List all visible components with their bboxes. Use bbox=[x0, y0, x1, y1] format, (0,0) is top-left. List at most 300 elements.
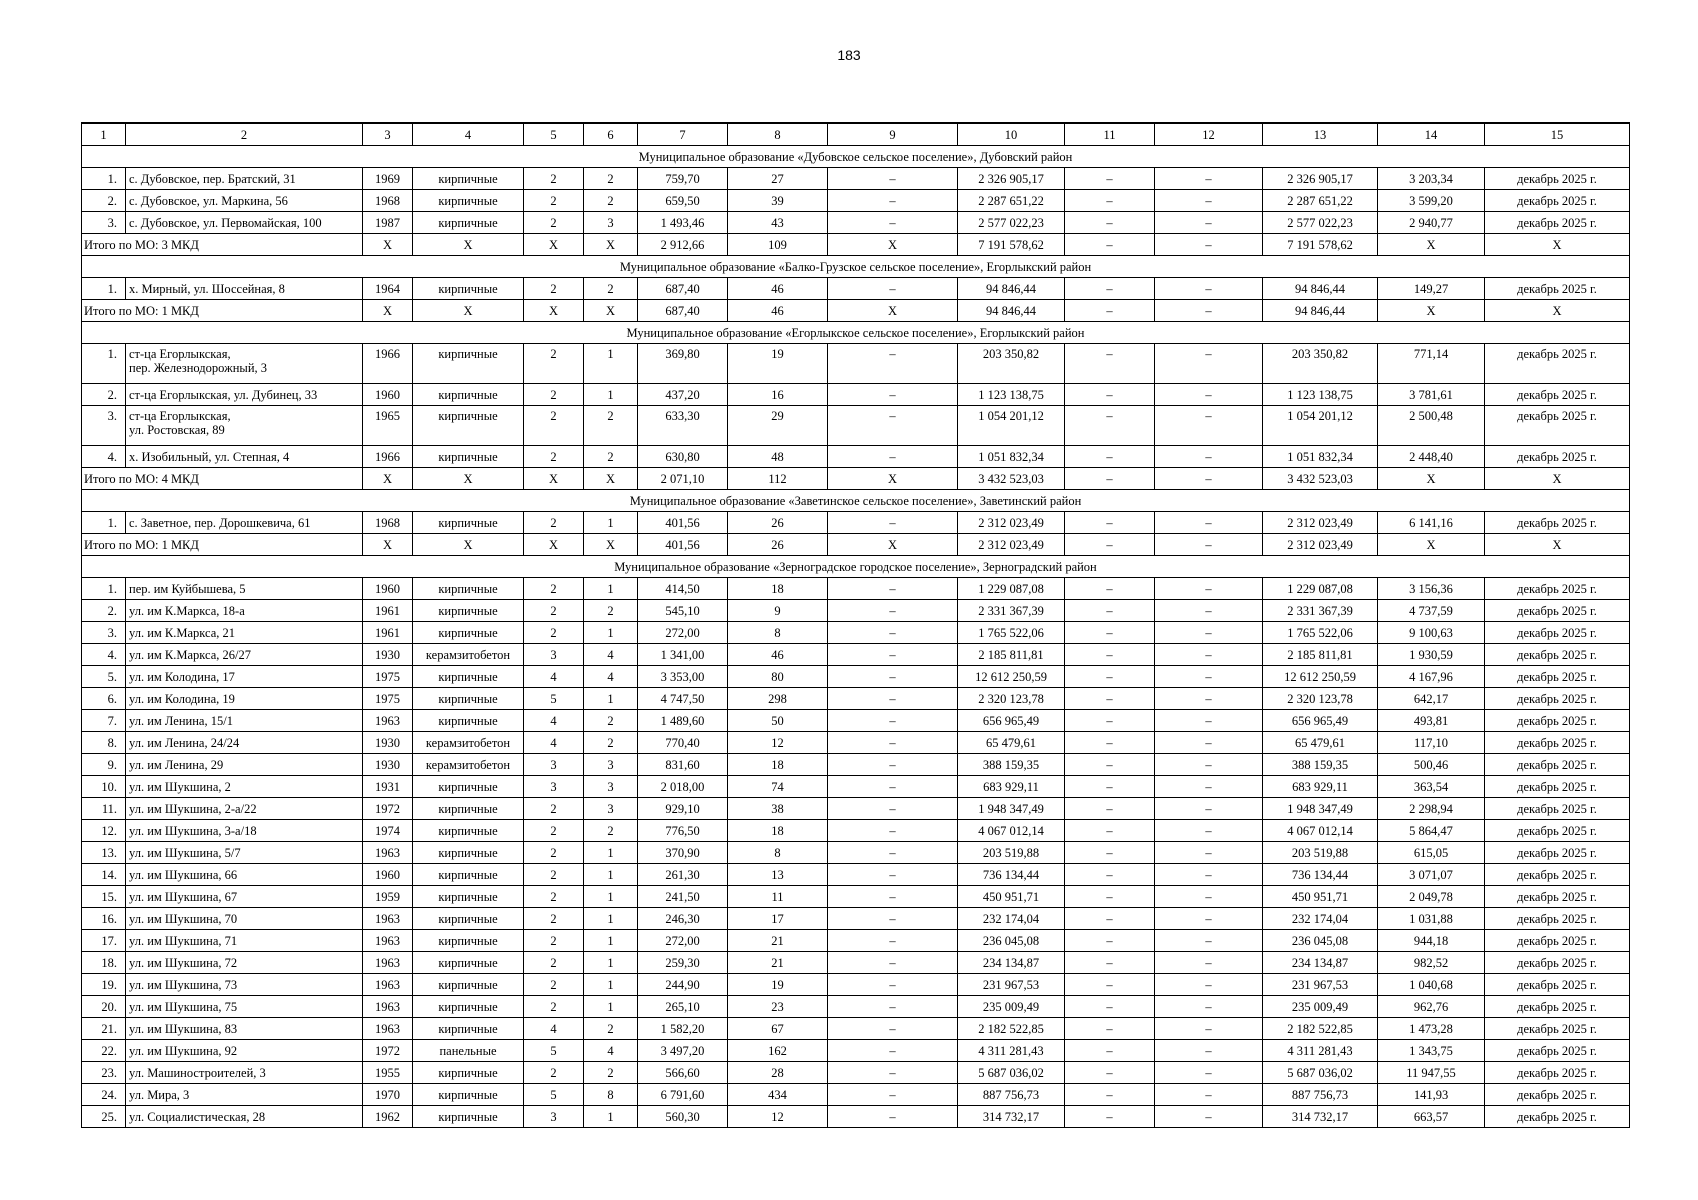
table-row bbox=[82, 710, 1630, 732]
table-cell: – bbox=[1065, 930, 1155, 952]
column-header: 11 bbox=[1065, 123, 1155, 146]
table-cell: – bbox=[1155, 666, 1263, 688]
table-cell: – bbox=[1155, 446, 1263, 468]
table-cell: 8. bbox=[82, 732, 126, 754]
table-cell: X bbox=[584, 534, 638, 556]
table-cell: 1 054 201,12 bbox=[1263, 406, 1378, 446]
table-cell: 7. bbox=[82, 710, 126, 732]
table-cell: 94 846,44 bbox=[958, 278, 1065, 300]
table-cell: 8 bbox=[728, 842, 828, 864]
table-cell: 4 bbox=[524, 732, 584, 754]
table-cell: 642,17 bbox=[1378, 688, 1485, 710]
address-cell: ул. им Ленина, 24/24 bbox=[126, 732, 363, 754]
table-cell: 3 781,61 bbox=[1378, 384, 1485, 406]
section-title: Муниципальное образование «Заветинское сельское поселение», Заветинский район bbox=[82, 490, 1630, 512]
table-cell: 1974 bbox=[363, 820, 413, 842]
table-cell: 23. bbox=[82, 1062, 126, 1084]
section-title: Муниципальное образование «Балко-Грузское сельское поселение», Егорлыкский район bbox=[82, 256, 1630, 278]
table-cell: 2 287 651,22 bbox=[1263, 190, 1378, 212]
address-cell: ул. им Шукшина, 72 bbox=[126, 952, 363, 974]
table-cell: 6 791,60 bbox=[638, 1084, 728, 1106]
table-cell: 1968 bbox=[363, 190, 413, 212]
table-cell: 1 bbox=[584, 930, 638, 952]
table-row bbox=[82, 666, 1630, 688]
table-cell: – bbox=[1155, 300, 1263, 322]
table-cell: – bbox=[1065, 344, 1155, 384]
table-cell: 2 326 905,17 bbox=[958, 168, 1065, 190]
table-cell: 687,40 bbox=[638, 278, 728, 300]
table-cell: 26 bbox=[728, 534, 828, 556]
table-cell: 112 bbox=[728, 468, 828, 490]
table-cell: 4 311 281,43 bbox=[1263, 1040, 1378, 1062]
address-cell: ул. им Шукшина, 2 bbox=[126, 776, 363, 798]
table-cell: 3. bbox=[82, 622, 126, 644]
table-cell: 4 bbox=[584, 1040, 638, 1062]
table-cell: 2 185 811,81 bbox=[958, 644, 1065, 666]
table-cell: 1960 bbox=[363, 578, 413, 600]
table-cell: 1 bbox=[584, 908, 638, 930]
table-cell: – bbox=[1065, 512, 1155, 534]
table-cell: 314 732,17 bbox=[1263, 1106, 1378, 1128]
address-cell: ул. им Колодина, 19 bbox=[126, 688, 363, 710]
table-cell: X bbox=[1485, 468, 1630, 490]
table-cell: 1975 bbox=[363, 666, 413, 688]
table-cell: 1931 bbox=[363, 776, 413, 798]
table-cell: – bbox=[1065, 996, 1155, 1018]
table-cell: 2 bbox=[584, 600, 638, 622]
address-cell: ул. им Шукшина, 73 bbox=[126, 974, 363, 996]
table-cell: 14. bbox=[82, 864, 126, 886]
table-cell: 314 732,17 bbox=[958, 1106, 1065, 1128]
table-row bbox=[82, 952, 1630, 974]
table-cell: 241,50 bbox=[638, 886, 728, 908]
table-row bbox=[82, 930, 1630, 952]
table-cell: – bbox=[828, 930, 958, 952]
column-header: 12 bbox=[1155, 123, 1263, 146]
table-cell: 369,80 bbox=[638, 344, 728, 384]
table-cell: 17 bbox=[728, 908, 828, 930]
table-cell: 2 940,77 bbox=[1378, 212, 1485, 234]
table-cell: 1 930,59 bbox=[1378, 644, 1485, 666]
table-cell: – bbox=[1155, 798, 1263, 820]
column-header: 5 bbox=[524, 123, 584, 146]
table-cell: 67 bbox=[728, 1018, 828, 1040]
table-cell: 3 599,20 bbox=[1378, 190, 1485, 212]
table-cell: – bbox=[828, 622, 958, 644]
table-row bbox=[82, 212, 1630, 234]
table-cell: 10. bbox=[82, 776, 126, 798]
table-cell: кирпичные bbox=[413, 1018, 524, 1040]
housing-register-table bbox=[81, 122, 1630, 1128]
table-cell: 3 bbox=[524, 776, 584, 798]
table-cell: – bbox=[1065, 1040, 1155, 1062]
address-cell: ул. Машиностроителей, 3 bbox=[126, 1062, 363, 1084]
table-cell: 65 479,61 bbox=[958, 732, 1065, 754]
table-cell: – bbox=[1065, 1018, 1155, 1040]
table-cell: 1 bbox=[584, 512, 638, 534]
table-cell: 500,46 bbox=[1378, 754, 1485, 776]
table-cell: – bbox=[1155, 820, 1263, 842]
table-cell: 5 687 036,02 bbox=[958, 1062, 1065, 1084]
table-cell: X bbox=[524, 468, 584, 490]
section-title-row bbox=[82, 322, 1630, 344]
table-cell: 1930 bbox=[363, 754, 413, 776]
table-cell: 203 350,82 bbox=[1263, 344, 1378, 384]
table-cell: – bbox=[828, 754, 958, 776]
table-cell: – bbox=[1155, 710, 1263, 732]
table-cell: 48 bbox=[728, 446, 828, 468]
table-cell: – bbox=[1065, 168, 1155, 190]
table-cell: декабрь 2025 г. bbox=[1485, 600, 1630, 622]
table-cell: 1 343,75 bbox=[1378, 1040, 1485, 1062]
table-cell: – bbox=[1065, 820, 1155, 842]
table-cell: 2 bbox=[524, 798, 584, 820]
table-cell: 4 067 012,14 bbox=[1263, 820, 1378, 842]
table-cell: 3 bbox=[524, 644, 584, 666]
table-cell: 2 bbox=[524, 190, 584, 212]
table-cell: 1955 bbox=[363, 1062, 413, 1084]
address-cell: ул. им Шукшина, 92 bbox=[126, 1040, 363, 1062]
table-cell: 962,76 bbox=[1378, 996, 1485, 1018]
table-cell: 2 312 023,49 bbox=[958, 512, 1065, 534]
table-cell: 5 864,47 bbox=[1378, 820, 1485, 842]
table-cell: 1930 bbox=[363, 732, 413, 754]
table-cell: 4 067 012,14 bbox=[958, 820, 1065, 842]
address-cell: ул. Мира, 3 bbox=[126, 1084, 363, 1106]
table-cell: декабрь 2025 г. bbox=[1485, 1018, 1630, 1040]
table-cell: декабрь 2025 г. bbox=[1485, 864, 1630, 886]
table-cell: декабрь 2025 г. bbox=[1485, 1040, 1630, 1062]
address-cell: ул. им Шукшина, 3-а/18 bbox=[126, 820, 363, 842]
table-row bbox=[82, 1062, 1630, 1084]
table-cell: – bbox=[828, 578, 958, 600]
table-cell: 3 071,07 bbox=[1378, 864, 1485, 886]
table-cell: 2 bbox=[584, 406, 638, 446]
table-cell: – bbox=[828, 666, 958, 688]
table-cell: 3 bbox=[584, 798, 638, 820]
table-cell: 929,10 bbox=[638, 798, 728, 820]
table-cell: 162 bbox=[728, 1040, 828, 1062]
table-cell: кирпичные bbox=[413, 384, 524, 406]
table-cell: X bbox=[584, 234, 638, 256]
table-cell: декабрь 2025 г. bbox=[1485, 278, 1630, 300]
table-row bbox=[82, 798, 1630, 820]
address-cell: ул. им Шукшина, 5/7 bbox=[126, 842, 363, 864]
table-cell: 141,93 bbox=[1378, 1084, 1485, 1106]
table-cell: 46 bbox=[728, 278, 828, 300]
table-cell: X bbox=[1378, 534, 1485, 556]
table-cell: 771,14 bbox=[1378, 344, 1485, 384]
table-cell: X bbox=[828, 300, 958, 322]
table-cell: – bbox=[1155, 996, 1263, 1018]
address-cell: пер. им Куйбышева, 5 bbox=[126, 578, 363, 600]
table-cell: 2 018,00 bbox=[638, 776, 728, 798]
table-cell: 25. bbox=[82, 1106, 126, 1128]
table-cell: 5. bbox=[82, 666, 126, 688]
table-cell: 1 582,20 bbox=[638, 1018, 728, 1040]
table-cell: – bbox=[1155, 234, 1263, 256]
table-cell: – bbox=[1155, 732, 1263, 754]
table-cell: 2 bbox=[524, 212, 584, 234]
table-cell: кирпичные bbox=[413, 578, 524, 600]
table-cell: – bbox=[1155, 842, 1263, 864]
table-cell: – bbox=[828, 732, 958, 754]
table-cell: 1 123 138,75 bbox=[1263, 384, 1378, 406]
table-cell: 1 229 087,08 bbox=[1263, 578, 1378, 600]
table-cell: 1 493,46 bbox=[638, 212, 728, 234]
table-cell: 4 311 281,43 bbox=[958, 1040, 1065, 1062]
table-cell: 234 134,87 bbox=[1263, 952, 1378, 974]
table-cell: декабрь 2025 г. bbox=[1485, 886, 1630, 908]
table-row bbox=[82, 776, 1630, 798]
table-cell: – bbox=[828, 644, 958, 666]
table-cell: 46 bbox=[728, 644, 828, 666]
table-row bbox=[82, 644, 1630, 666]
table-cell: декабрь 2025 г. bbox=[1485, 1106, 1630, 1128]
table-cell: 272,00 bbox=[638, 622, 728, 644]
table-cell: 2 bbox=[524, 512, 584, 534]
table-cell: 19. bbox=[82, 974, 126, 996]
section-title-row bbox=[82, 146, 1630, 168]
column-header: 13 bbox=[1263, 123, 1378, 146]
table-row bbox=[82, 1018, 1630, 1040]
table-cell: – bbox=[1155, 644, 1263, 666]
table-cell: декабрь 2025 г. bbox=[1485, 820, 1630, 842]
table-row bbox=[82, 622, 1630, 644]
table-cell: – bbox=[828, 776, 958, 798]
table-cell: 2 312 023,49 bbox=[1263, 534, 1378, 556]
table-cell: 12. bbox=[82, 820, 126, 842]
table-cell: X bbox=[363, 300, 413, 322]
table-cell: 3 432 523,03 bbox=[1263, 468, 1378, 490]
table-cell: декабрь 2025 г. bbox=[1485, 754, 1630, 776]
table-cell: декабрь 2025 г. bbox=[1485, 344, 1630, 384]
table-cell: 272,00 bbox=[638, 930, 728, 952]
table-cell: 74 bbox=[728, 776, 828, 798]
table-cell: – bbox=[1155, 406, 1263, 446]
table-cell: – bbox=[1155, 190, 1263, 212]
table-cell: – bbox=[1065, 534, 1155, 556]
table-cell: – bbox=[1065, 1084, 1155, 1106]
table-cell: 1 bbox=[584, 952, 638, 974]
table-cell: – bbox=[1155, 776, 1263, 798]
table-cell: X bbox=[1378, 300, 1485, 322]
table-cell: 2 912,66 bbox=[638, 234, 728, 256]
table-cell: 1 bbox=[584, 996, 638, 1018]
table-cell: 1972 bbox=[363, 1040, 413, 1062]
table-cell: 1930 bbox=[363, 644, 413, 666]
table-cell: – bbox=[828, 688, 958, 710]
table-cell: – bbox=[1065, 1062, 1155, 1084]
table-cell: – bbox=[1065, 446, 1155, 468]
column-number-row bbox=[82, 123, 1630, 146]
table-row bbox=[82, 996, 1630, 1018]
table-cell: – bbox=[828, 842, 958, 864]
table-cell: 109 bbox=[728, 234, 828, 256]
table-cell: декабрь 2025 г. bbox=[1485, 996, 1630, 1018]
table-cell: 4 bbox=[524, 666, 584, 688]
table-cell: – bbox=[828, 600, 958, 622]
table-cell: 414,50 bbox=[638, 578, 728, 600]
table-cell: декабрь 2025 г. bbox=[1485, 384, 1630, 406]
table-row bbox=[82, 278, 1630, 300]
table-cell: X bbox=[1378, 234, 1485, 256]
table-cell: декабрь 2025 г. bbox=[1485, 406, 1630, 446]
table-cell: керамзитобетон bbox=[413, 644, 524, 666]
table-cell: X bbox=[413, 468, 524, 490]
table-cell: 246,30 bbox=[638, 908, 728, 930]
table-cell: 2. bbox=[82, 600, 126, 622]
table-cell: 2 577 022,23 bbox=[1263, 212, 1378, 234]
total-row bbox=[82, 468, 1630, 490]
table-cell: 21 bbox=[728, 952, 828, 974]
table-cell: 38 bbox=[728, 798, 828, 820]
table-cell: 3. bbox=[82, 406, 126, 446]
table-row bbox=[82, 886, 1630, 908]
table-cell: – bbox=[1155, 1040, 1263, 1062]
table-cell: декабрь 2025 г. bbox=[1485, 666, 1630, 688]
table-cell: 2 500,48 bbox=[1378, 406, 1485, 446]
table-cell: 9 bbox=[728, 600, 828, 622]
table-cell: декабрь 2025 г. bbox=[1485, 776, 1630, 798]
table-cell: 1 bbox=[584, 384, 638, 406]
table-cell: 16. bbox=[82, 908, 126, 930]
table-cell: 1 948 347,49 bbox=[1263, 798, 1378, 820]
table-cell: 2 049,78 bbox=[1378, 886, 1485, 908]
table-cell: 437,20 bbox=[638, 384, 728, 406]
table-cell: – bbox=[1065, 666, 1155, 688]
table-cell: 2 320 123,78 bbox=[958, 688, 1065, 710]
table-cell: 2 bbox=[584, 278, 638, 300]
table-row bbox=[82, 820, 1630, 842]
table-cell: 2 312 023,49 bbox=[958, 534, 1065, 556]
table-cell: кирпичные bbox=[413, 190, 524, 212]
table-cell: 401,56 bbox=[638, 512, 728, 534]
table-cell: – bbox=[828, 344, 958, 384]
address-cell: ул. им Ленина, 15/1 bbox=[126, 710, 363, 732]
table-cell: – bbox=[1155, 930, 1263, 952]
table-row bbox=[82, 190, 1630, 212]
table-cell: 1966 bbox=[363, 446, 413, 468]
table-row bbox=[82, 406, 1630, 446]
table-cell: 3 bbox=[584, 212, 638, 234]
table-cell: 7 191 578,62 bbox=[1263, 234, 1378, 256]
table-cell: 231 967,53 bbox=[958, 974, 1065, 996]
table-cell: 2 bbox=[584, 168, 638, 190]
table-row bbox=[82, 732, 1630, 754]
table-cell: 234 134,87 bbox=[958, 952, 1065, 974]
total-row bbox=[82, 234, 1630, 256]
table-cell: декабрь 2025 г. bbox=[1485, 190, 1630, 212]
column-header: 1 bbox=[82, 123, 126, 146]
table-cell: 9. bbox=[82, 754, 126, 776]
table-cell: X bbox=[584, 300, 638, 322]
total-label: Итого по МО: 1 МКД bbox=[82, 300, 363, 322]
table-cell: – bbox=[1065, 578, 1155, 600]
table-cell: 560,30 bbox=[638, 1106, 728, 1128]
table-cell: – bbox=[828, 820, 958, 842]
table-cell: 236 045,08 bbox=[1263, 930, 1378, 952]
table-cell: декабрь 2025 г. bbox=[1485, 842, 1630, 864]
table-cell: 20. bbox=[82, 996, 126, 1018]
table-cell: 19 bbox=[728, 344, 828, 384]
table-cell: 1 bbox=[584, 864, 638, 886]
table-cell: 683 929,11 bbox=[1263, 776, 1378, 798]
table-row bbox=[82, 384, 1630, 406]
address-cell: ул. им Шукшина, 67 bbox=[126, 886, 363, 908]
table-cell: – bbox=[828, 190, 958, 212]
table-cell: 21 bbox=[728, 930, 828, 952]
table-cell: 4 737,59 bbox=[1378, 600, 1485, 622]
table-cell: – bbox=[828, 446, 958, 468]
table-cell: – bbox=[828, 996, 958, 1018]
table-cell: – bbox=[1155, 512, 1263, 534]
table-cell: 2 326 905,17 bbox=[1263, 168, 1378, 190]
table-cell: X bbox=[413, 234, 524, 256]
table-cell: – bbox=[1065, 1106, 1155, 1128]
table-cell: – bbox=[828, 886, 958, 908]
table-cell: кирпичные bbox=[413, 930, 524, 952]
table-cell: X bbox=[524, 534, 584, 556]
table-cell: 1960 bbox=[363, 864, 413, 886]
table-cell: 450 951,71 bbox=[958, 886, 1065, 908]
table-cell: 3 203,34 bbox=[1378, 168, 1485, 190]
table-cell: X bbox=[828, 234, 958, 256]
table-cell: 18 bbox=[728, 820, 828, 842]
table-cell: 5 687 036,02 bbox=[1263, 1062, 1378, 1084]
address-cell: ул. им Ленина, 29 bbox=[126, 754, 363, 776]
table-cell: 1964 bbox=[363, 278, 413, 300]
table-cell: 434 bbox=[728, 1084, 828, 1106]
table-cell: 1 123 138,75 bbox=[958, 384, 1065, 406]
table-cell: 27 bbox=[728, 168, 828, 190]
table-row bbox=[82, 864, 1630, 886]
table-cell: 259,30 bbox=[638, 952, 728, 974]
table-cell: кирпичные bbox=[413, 842, 524, 864]
table-cell: 8 bbox=[728, 622, 828, 644]
address-cell: ст-ца Егорлыкская, ул. Ростовская, 89 bbox=[126, 406, 363, 446]
table-cell: 1965 bbox=[363, 406, 413, 446]
table-cell: 17. bbox=[82, 930, 126, 952]
table-cell: 2 182 522,85 bbox=[958, 1018, 1065, 1040]
table-cell: 1975 bbox=[363, 688, 413, 710]
table-cell: 1959 bbox=[363, 886, 413, 908]
column-header: 8 bbox=[728, 123, 828, 146]
table-cell: керамзитобетон bbox=[413, 732, 524, 754]
address-cell: с. Дубовское, ул. Первомайская, 100 bbox=[126, 212, 363, 234]
table-cell: 1 229 087,08 bbox=[958, 578, 1065, 600]
table-cell: 1 054 201,12 bbox=[958, 406, 1065, 446]
table-cell: 2 182 522,85 bbox=[1263, 1018, 1378, 1040]
table-cell: 1960 bbox=[363, 384, 413, 406]
table-cell: 15. bbox=[82, 886, 126, 908]
address-cell: с. Дубовское, ул. Маркина, 56 bbox=[126, 190, 363, 212]
section-title-row bbox=[82, 256, 1630, 278]
table-cell: – bbox=[828, 1084, 958, 1106]
table-cell: 2 bbox=[524, 600, 584, 622]
table-cell: декабрь 2025 г. bbox=[1485, 578, 1630, 600]
table-cell: 1 051 832,34 bbox=[1263, 446, 1378, 468]
table-cell: 11 bbox=[728, 886, 828, 908]
table-cell: 1 bbox=[584, 842, 638, 864]
table-cell: X bbox=[413, 534, 524, 556]
column-header: 10 bbox=[958, 123, 1065, 146]
table-cell: кирпичные bbox=[413, 996, 524, 1018]
table-cell: кирпичные bbox=[413, 688, 524, 710]
table-cell: 1963 bbox=[363, 996, 413, 1018]
table-cell: 656 965,49 bbox=[958, 710, 1065, 732]
table-cell: 2 bbox=[524, 908, 584, 930]
